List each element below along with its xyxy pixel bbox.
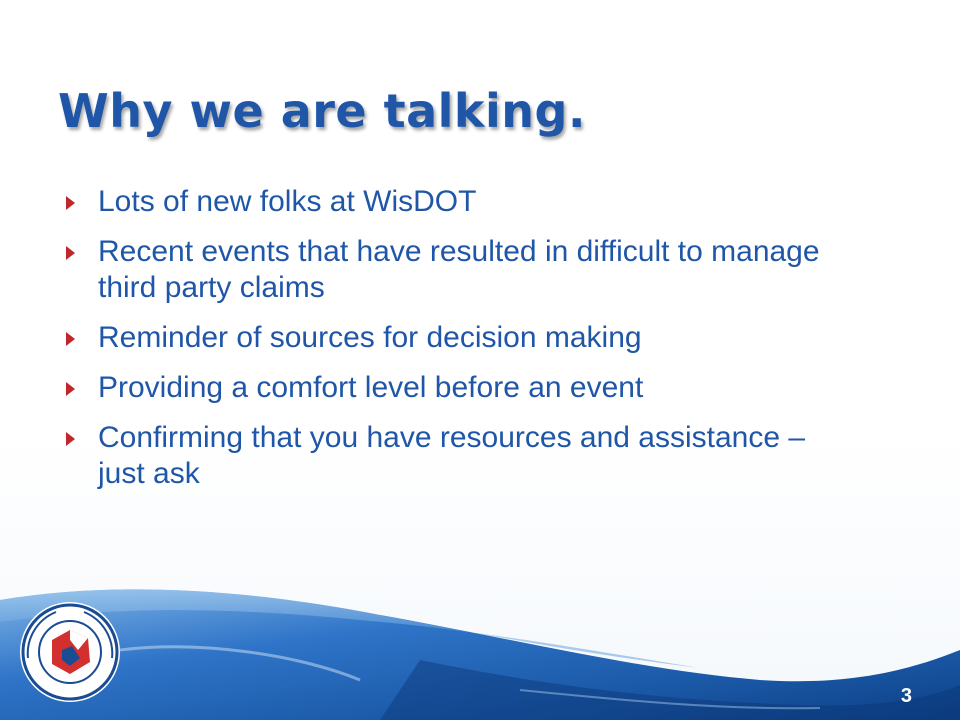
- bullet-text: Recent events that have resulted in difficult to manage third party claims: [98, 235, 820, 304]
- bullet-text: Lots of new folks at WisDOT: [98, 185, 477, 218]
- bullet-item: [66, 420, 846, 492]
- bullet-arrow-icon: [66, 196, 75, 210]
- bullet-item: [66, 320, 846, 356]
- bullet-item: [66, 370, 846, 406]
- footer-wave-decoration: [0, 560, 960, 720]
- bullet-item: [66, 184, 846, 220]
- bullet-text: Confirming that you have resources and assistance – just ask: [98, 421, 806, 490]
- bullet-list: [66, 184, 846, 506]
- bullet-arrow-icon: [66, 246, 75, 260]
- page-number: 3: [900, 685, 912, 707]
- bullet-arrow-icon: [66, 432, 75, 446]
- bullet-arrow-icon: [66, 382, 75, 396]
- bullet-text: Providing a comfort level before an event: [98, 371, 644, 404]
- wisdot-logo: [18, 600, 122, 704]
- bullet-arrow-icon: [66, 332, 75, 346]
- slide-title: Why we are talking.: [58, 84, 586, 138]
- bullet-text: Reminder of sources for decision making: [98, 321, 642, 354]
- bullet-item: [66, 234, 846, 306]
